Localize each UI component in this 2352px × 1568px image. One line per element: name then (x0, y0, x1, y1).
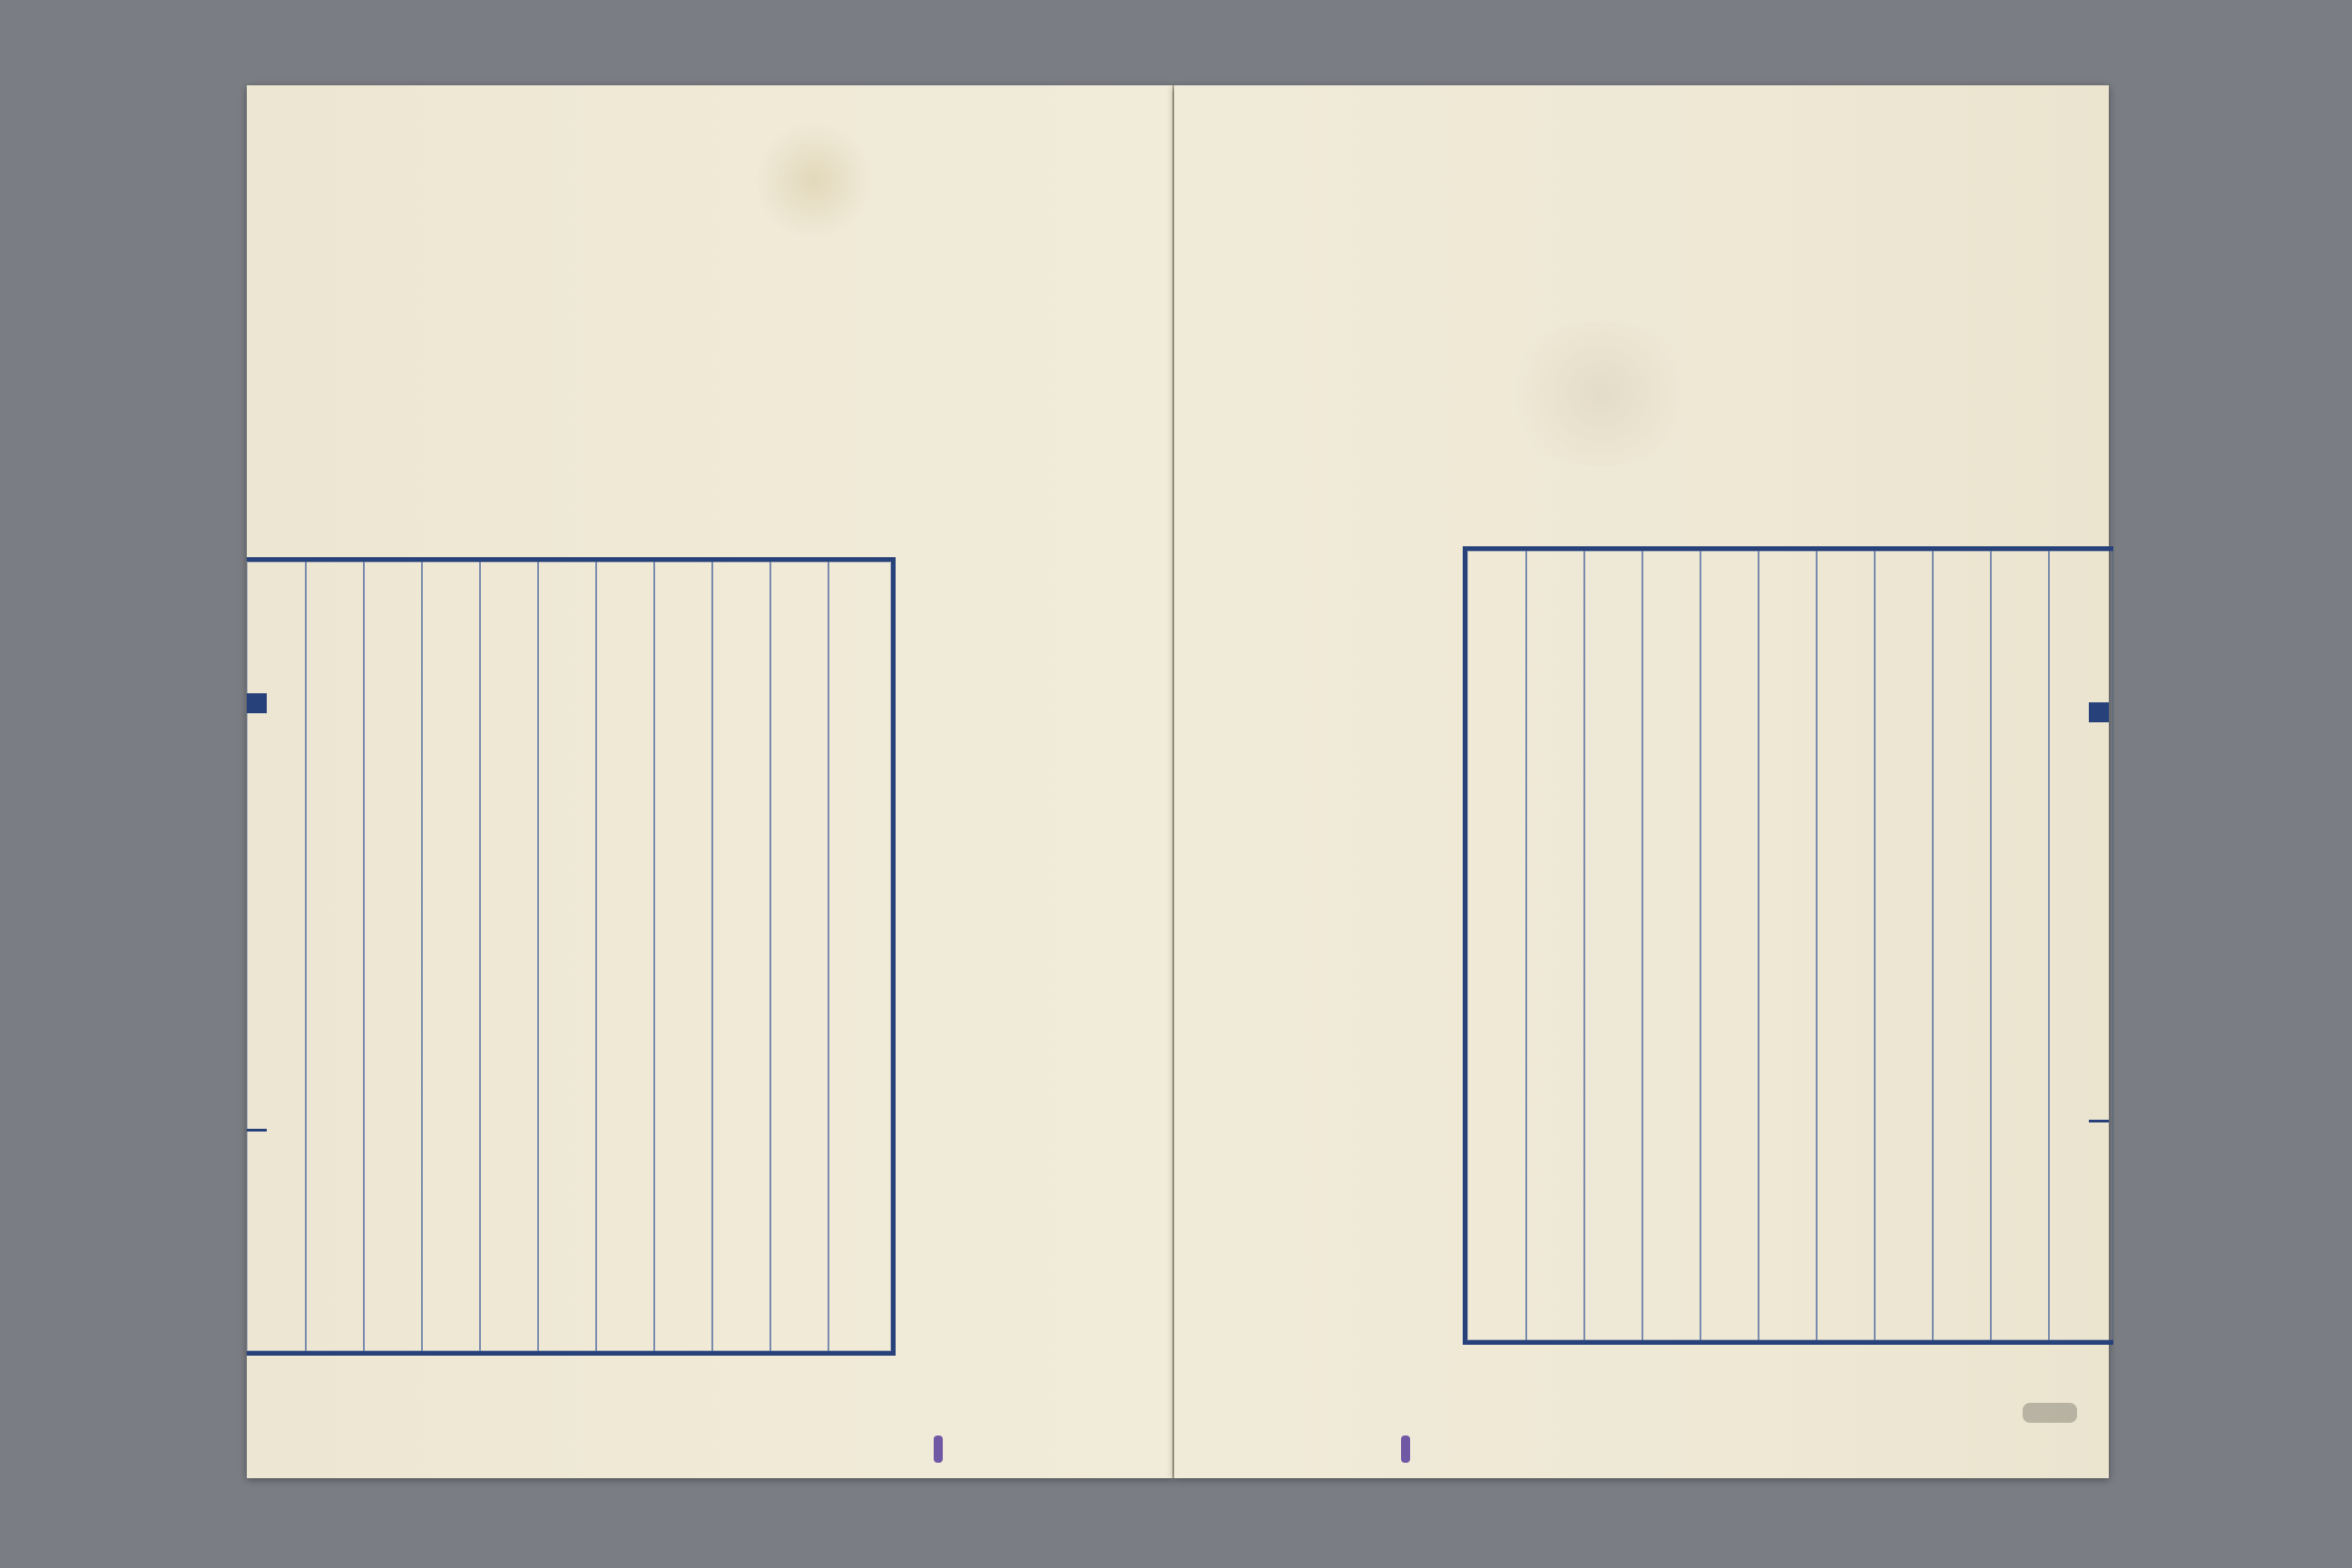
fold-marker (247, 693, 267, 713)
left-page (247, 85, 1172, 1478)
right-page (1174, 85, 2109, 1478)
right-text-frame (1463, 546, 2113, 1345)
ink-mark (1401, 1436, 1410, 1463)
library-stamp (2023, 1403, 2077, 1423)
fold-marker (2089, 702, 2109, 722)
fold-marker (2089, 1120, 2109, 1122)
fold-marker (247, 1129, 267, 1132)
left-text-frame (247, 557, 896, 1356)
ink-mark (934, 1436, 943, 1463)
paper-stain (755, 122, 873, 240)
paper-stain (1501, 321, 1700, 466)
